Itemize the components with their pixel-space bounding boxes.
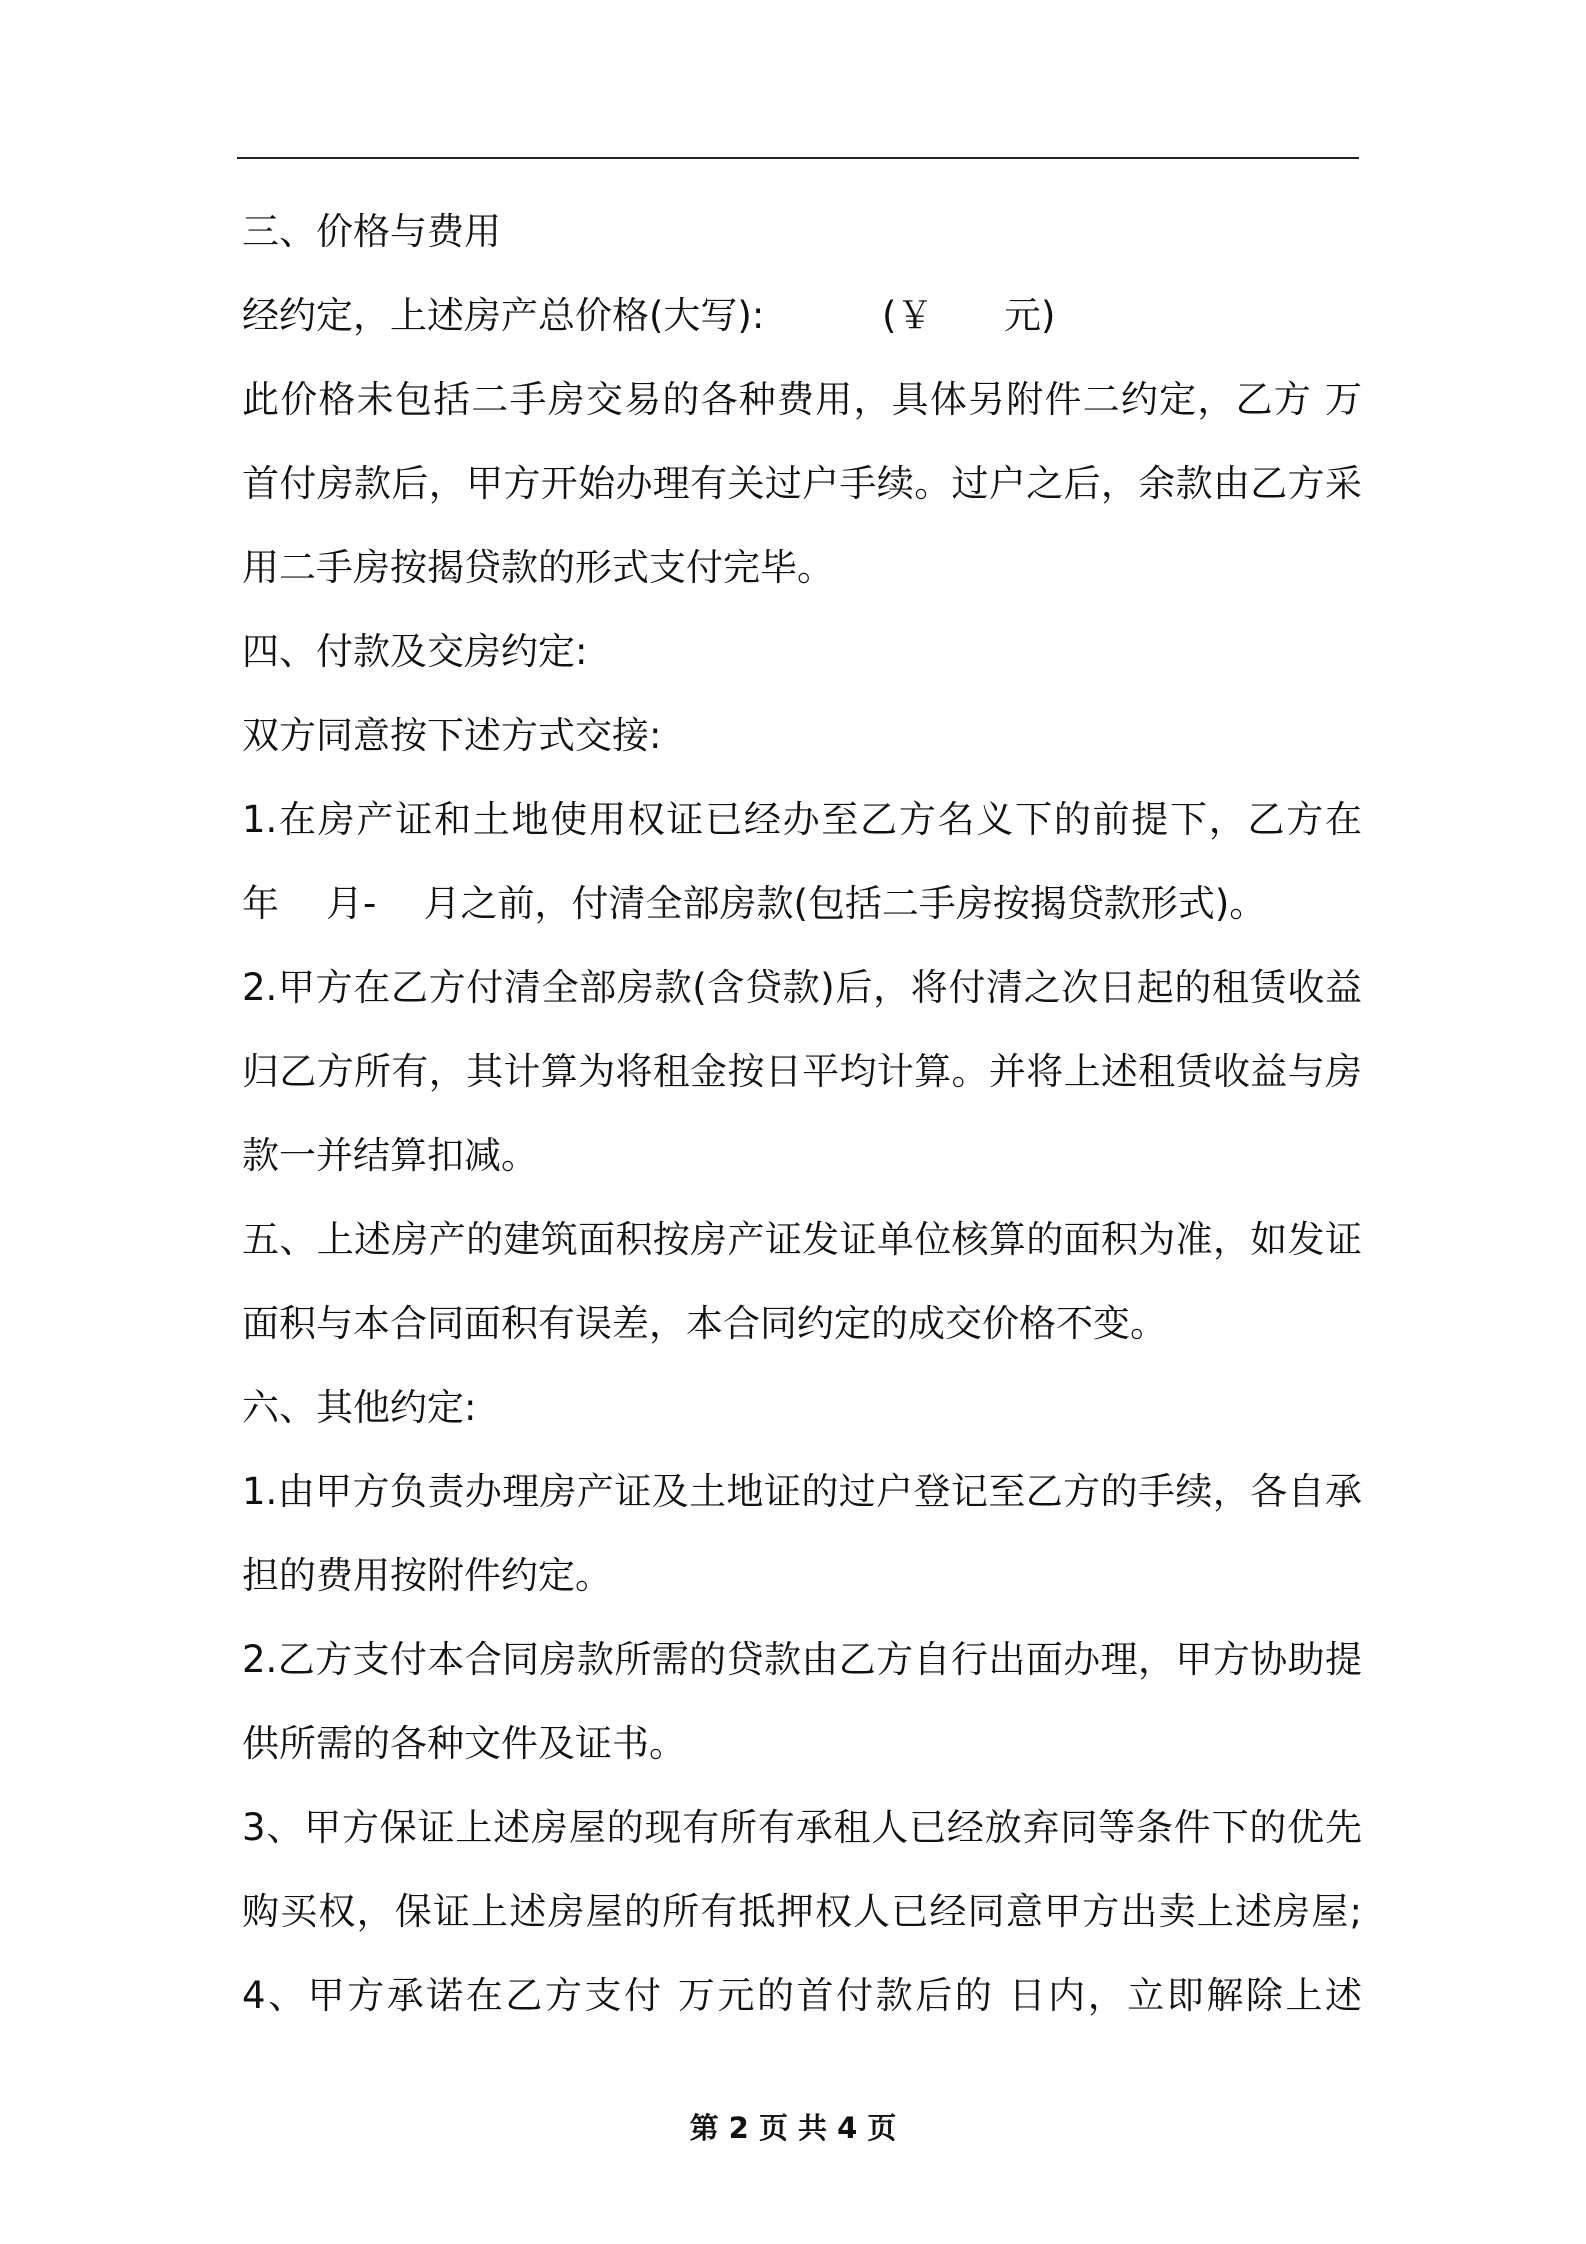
paragraph-line: 1.在房产证和土地使用权证已经办至乙方名义下的前提下，乙方在	[242, 798, 1362, 841]
paragraph-line: 4、甲方承诺在乙方支付 万元的首付款后的 日内，立即解除上述	[242, 1974, 1362, 2017]
paragraph-line: 款一并结算扣减。	[242, 1134, 538, 1177]
section-heading-area: 五、上述房产的建筑面积按房产证发证单位核算的面积为准，如发证	[242, 1218, 1362, 1261]
paragraph-line: 2.乙方支付本合同房款所需的贷款由乙方自行出面办理，甲方协助提	[242, 1638, 1362, 1681]
section-heading-price: 三、价格与费用	[242, 210, 501, 253]
document-body	[242, 190, 1362, 2038]
section-heading-payment: 四、付款及交房约定:	[242, 630, 588, 673]
paragraph-line: 担的费用按附件约定。	[242, 1554, 612, 1597]
paragraph-line: 2.甲方在乙方付清全部房款(含贷款)后，将付清之次日起的租赁收益	[242, 966, 1362, 1009]
paragraph-line: 首付房款后，甲方开始办理有关过户手续。过户之后，余款由乙方采	[242, 462, 1362, 505]
paragraph-line: 面积与本合同面积有误差，本合同约定的成交价格不变。	[242, 1302, 1167, 1345]
paragraph-line: 此价格未包括二手房交易的各种费用，具体另附件二约定，乙方 万	[242, 378, 1362, 421]
header-rule	[237, 157, 1359, 159]
paragraph-line: 年 月- 月之前，付清全部房款(包括二手房按揭贷款形式)。	[242, 882, 1267, 925]
paragraph-line: 3、甲方保证上述房屋的现有所有承租人已经放弃同等条件下的优先	[242, 1806, 1362, 1849]
page-number: 第 2 页 共 4 页	[689, 2111, 897, 2145]
paragraph-line: 供所需的各种文件及证书。	[242, 1722, 686, 1765]
paragraph-line: 1.由甲方负责办理房产证及土地证的过户登记至乙方的手续，各自承	[242, 1470, 1362, 1513]
paragraph-line: 归乙方所有，其计算为将租金按日平均计算。并将上述租赁收益与房	[242, 1050, 1362, 1093]
section-heading-other: 六、其他约定:	[242, 1386, 477, 1429]
paragraph-line: 双方同意按下述方式交接:	[242, 714, 662, 757]
paragraph-line: 经约定，上述房产总价格(大写): (￥ 元)	[242, 294, 1056, 337]
paragraph-line: 购买权，保证上述房屋的所有抵押权人已经同意甲方出卖上述房屋;	[242, 1890, 1362, 1933]
paragraph-line: 用二手房按揭贷款的形式支付完毕。	[242, 546, 834, 589]
